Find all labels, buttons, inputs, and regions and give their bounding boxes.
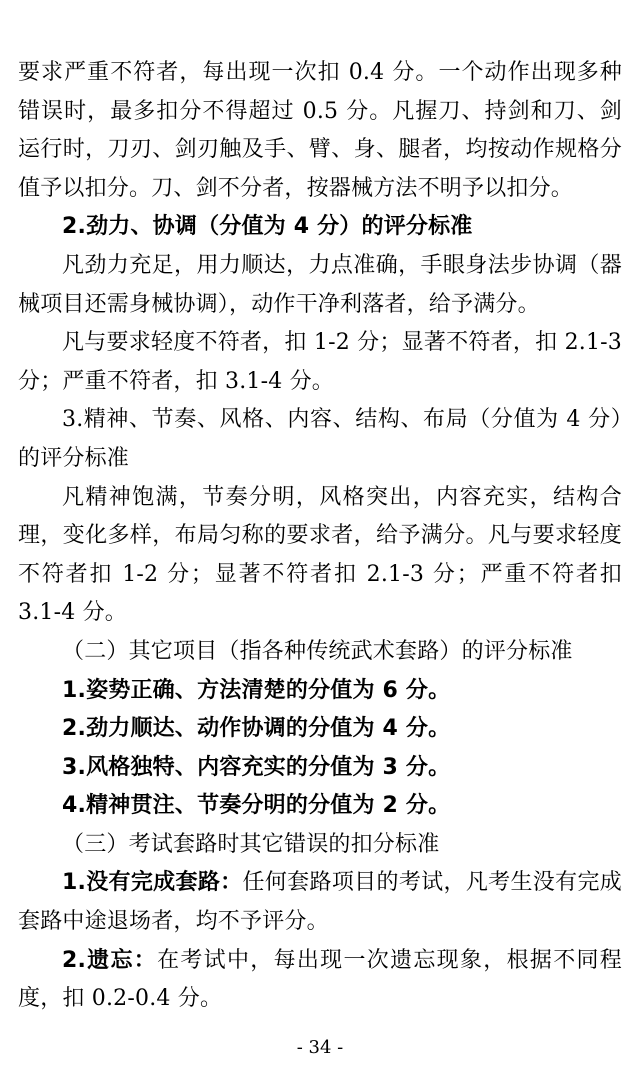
section-heading-other-errors: （三）考试套路时其它错误的扣分标准 — [62, 831, 440, 857]
text-forgetting: 在考试中，每出现一次遗忘现象，根据不同程度，扣 0.2-0.4 分。 — [18, 947, 622, 1012]
criterion-power: 2.劲力顺达、动作协调的分值为 4 分。 — [62, 716, 451, 742]
label-forgetting: 2.遗忘： — [62, 947, 158, 973]
text-incomplete-routine: 任何套路项目的考试，凡考生没有完成套路中途退场者，均不予评分。 — [18, 870, 623, 935]
label-incomplete-routine: 1.没有完成套路： — [62, 870, 243, 896]
heading-power-coordination: 2.劲力、协调（分值为 4 分）的评分标准 — [62, 214, 473, 240]
heading-spirit-rhythm-style: 3.精神、节奏、风格、内容、结构、布局（分值为 4 分）的评分标准 — [18, 407, 622, 471]
page-number: - 34 - — [296, 1037, 344, 1058]
section-heading-other-projects: （二）其它项目（指各种传统武术套路）的评分标准 — [62, 638, 573, 664]
paragraph-spirit-criteria: 凡精神饱满，节奏分明，风格突出，内容充实，结构合理，变化多样，布局匀称的要求者，给予满分。凡与要求轻度不符者扣 1-2 分；显著不符者扣 2.1-3 分；严重不符者扣 3.1-4 分。 — [18, 484, 622, 626]
criterion-style: 3.风格独特、内容充实的分值为 3 分。 — [62, 754, 451, 780]
criterion-spirit: 4.精神贯注、节奏分明的分值为 2 分。 — [62, 793, 451, 819]
paragraph-incomplete-routine — [18, 864, 622, 941]
criterion-posture: 1.姿势正确、方法清楚的分值为 6 分。 — [62, 677, 451, 703]
paragraph-continuation: 要求严重不符者，每出现一次扣 0.4 分。一个动作出现多种错误时，最多扣分不得超过 0.5 分。凡握刀、持剑和刀、剑运行时，刀刃、剑刃触及手、臂、身、腿者，均按动作规格分值予以扣分。刀、剑不分者，按器械方法不明予以扣分。 — [18, 60, 622, 201]
paragraph-forgetting — [18, 942, 622, 1019]
document-body — [18, 54, 622, 1019]
paragraph-power-full-score: 凡劲力充足，用力顺达，力点准确，手眼身法步协调（器械项目还需身械协调），动作干净利落者，给予满分。 — [18, 252, 622, 317]
paragraph-power-deductions: 凡与要求轻度不符者，扣 1-2 分；显著不符者，扣 2.1-3 分；严重不符者，扣 3.1-4 分。 — [18, 330, 622, 394]
